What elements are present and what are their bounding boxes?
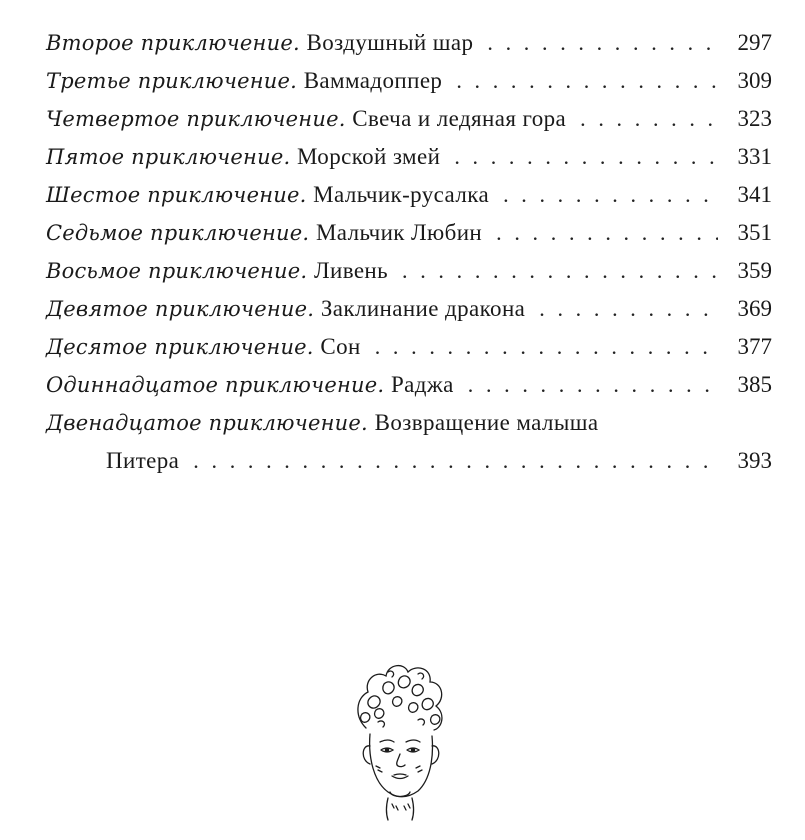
dot-leader — [456, 62, 718, 100]
toc-entry-label: Одиннадцатое приключение. — [46, 373, 385, 397]
dot-leader — [454, 138, 718, 176]
toc-entry-10[interactable] — [46, 328, 772, 366]
dot-leader — [468, 366, 718, 404]
toc-entry-8[interactable] — [46, 252, 772, 290]
toc-entry-title: Воздушный шар — [306, 30, 474, 55]
toc-entry-5[interactable] — [46, 138, 772, 176]
toc-entry-title: Морской змей — [297, 144, 441, 169]
dot-leader — [402, 252, 718, 290]
toc-page-number: 359 — [737, 258, 772, 283]
toc-entry-label: Десятое приключение. — [46, 335, 314, 359]
dot-leader — [193, 442, 718, 480]
child-head-illustration — [348, 658, 452, 828]
toc-entry-title-continuation: Питера — [106, 448, 180, 473]
toc-entry-12[interactable] — [46, 404, 772, 442]
toc-page-number: 385 — [737, 372, 772, 397]
dot-leader — [580, 100, 718, 138]
toc-page-number: 351 — [737, 220, 772, 245]
toc-entry-12-continuation[interactable] — [46, 442, 772, 480]
dot-leader — [539, 290, 718, 328]
toc-entry-9[interactable] — [46, 290, 772, 328]
table-of-contents — [46, 24, 772, 480]
toc-page-number: 377 — [737, 334, 772, 359]
toc-entry-title: Раджа — [390, 372, 454, 397]
toc-entry-title: Ваммадоппер — [303, 68, 443, 93]
dot-leader — [487, 24, 718, 62]
dot-leader — [496, 214, 718, 252]
toc-entry-6[interactable] — [46, 176, 772, 214]
child-head-drawing — [348, 658, 452, 828]
dot-leader — [503, 176, 718, 214]
toc-entry-4[interactable] — [46, 100, 772, 138]
toc-entry-label: Седьмое приключение. — [46, 221, 310, 245]
toc-entry-title: Возвращение малыша — [374, 410, 599, 435]
toc-page-number: 323 — [737, 106, 772, 131]
toc-entry-title: Мальчик Любин — [315, 220, 483, 245]
toc-entry-label: Двенадцатое приключение. — [46, 411, 368, 435]
toc-entry-title: Ливень — [313, 258, 389, 283]
toc-entry-title: Мальчик-русалка — [313, 182, 490, 207]
toc-entry-label: Четвертое приключение. — [46, 107, 346, 131]
toc-entry-label: Третье приключение. — [46, 69, 297, 93]
toc-entry-label: Пятое приключение. — [46, 145, 291, 169]
toc-page-number: 309 — [737, 68, 772, 93]
toc-page-number: 341 — [737, 182, 772, 207]
toc-entry-7[interactable] — [46, 214, 772, 252]
toc-page-number: 331 — [737, 144, 772, 169]
toc-entry-title: Сон — [320, 334, 361, 359]
dot-leader — [375, 328, 718, 366]
toc-page-number: 297 — [737, 30, 772, 55]
toc-entry-3[interactable] — [46, 62, 772, 100]
toc-entry-11[interactable] — [46, 366, 772, 404]
toc-entry-title: Свеча и ледяная гора — [352, 106, 567, 131]
toc-entry-label: Восьмое приключение. — [46, 259, 308, 283]
toc-entry-label: Девятое приключение. — [46, 297, 315, 321]
toc-page-number: 369 — [737, 296, 772, 321]
toc-entry-title: Заклинание дракона — [320, 296, 526, 321]
toc-entry-label: Второе приключение. — [46, 31, 300, 55]
toc-entry-2[interactable] — [46, 24, 772, 62]
toc-page-number: 393 — [737, 448, 772, 473]
toc-entry-label: Шестое приключение. — [46, 183, 307, 207]
